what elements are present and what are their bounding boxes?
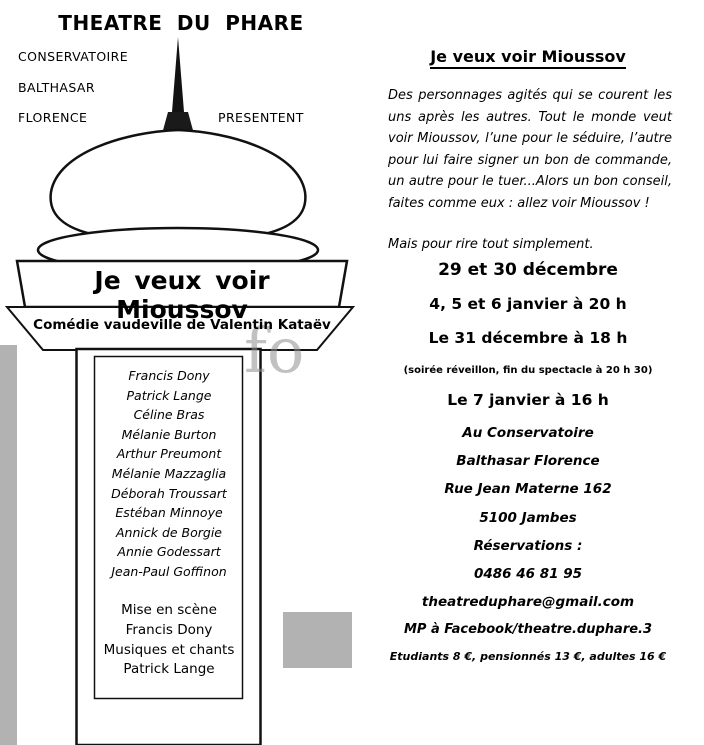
cast-member: Annick de Borgie [115,524,222,540]
credit-line: Mise en scène [121,602,217,618]
venue-line: Rue Jean Materne 162 [444,481,612,497]
reservations-label: Réservations : [473,538,583,554]
facebook-line: MP à Facebook/theatre.duphare.3 [403,622,653,637]
credit-line: Patrick Lange [123,661,215,678]
cast-member: Patrick Lange [126,387,212,403]
prices-line: Etudiants 8 €, pensionnés 13 €, adultes 16 € [389,650,667,663]
cast-member: Mélanie Mazzaglia [111,465,227,481]
venue-line: Balthasar Florence [456,453,600,469]
date-line-4: Le 7 janvier à 16 h [447,391,609,409]
present-label: PRESENTENT [218,110,304,125]
cast-member: Estéban Minnoye [115,505,223,521]
show-title: Je veux voir Mioussov [94,266,270,324]
reveillon-note: (soirée réveillon, fin du spectacle à 20 h 30) [403,365,653,376]
cast-member: Déborah Troussart [111,485,227,501]
cast-member: Céline Bras [133,407,205,423]
tower-dome-shape [51,130,306,236]
venue-line: 5100 Jambes [479,510,577,526]
cast-member: Mélanie Burton [121,426,217,442]
right-panel [378,0,678,745]
synopsis-title [378,47,678,69]
venue-line: Au Conservatoire [462,425,594,441]
cast-member: Annie Godessart [117,544,221,560]
synopsis-text: Des personnages agités qui se courent les uns après les autres. Tout le monde veut voir Mioussov, l’une pour le séduire, l’autre pour lui faire signer un bon de commande, un autre pour le tuer...Alors un bon conseil, faites comme eux : allez voir Mioussov ! [388,88,672,211]
date-line-2: 4, 5 et 6 janvier à 20 h [429,295,627,313]
email-address: theatreduphare@gmail.com [421,594,635,610]
watermark-left-strip [0,345,17,745]
credits-block [95,601,243,680]
date-line-1: 29 et 30 décembre [438,260,618,280]
watermark-gray-blob [283,612,352,668]
date-line-3: Le 31 décembre à 18 h [428,329,628,347]
phone-number: 0486 46 81 95 [473,566,583,582]
presenter-line-balthasar: BALTHASAR [18,80,95,95]
presenter-line-conservatoire: CONSERVATOIRE [18,49,129,64]
cast-member: Jean-Paul Goffinon [111,563,227,579]
cast-list [95,366,243,582]
synopsis-title-text: Je veux voir Mioussov [430,47,626,69]
tower-spire-shape [172,37,184,112]
show-subtitle: Comédie vaudeville de Valentin Kataëv [33,317,331,333]
credit-line: Musiques et chants [103,641,235,658]
tagline: Mais pour rire tout simplement. [388,237,594,252]
presenter-line-florence: FLORENCE [18,110,88,125]
watermark-text: fo [244,314,305,387]
cast-member: Arthur Preumont [116,446,222,462]
credit-line: Francis Dony [125,621,213,638]
cast-member: Francis Dony [128,368,210,383]
company-title: THEATRE DU PHARE [58,11,304,35]
